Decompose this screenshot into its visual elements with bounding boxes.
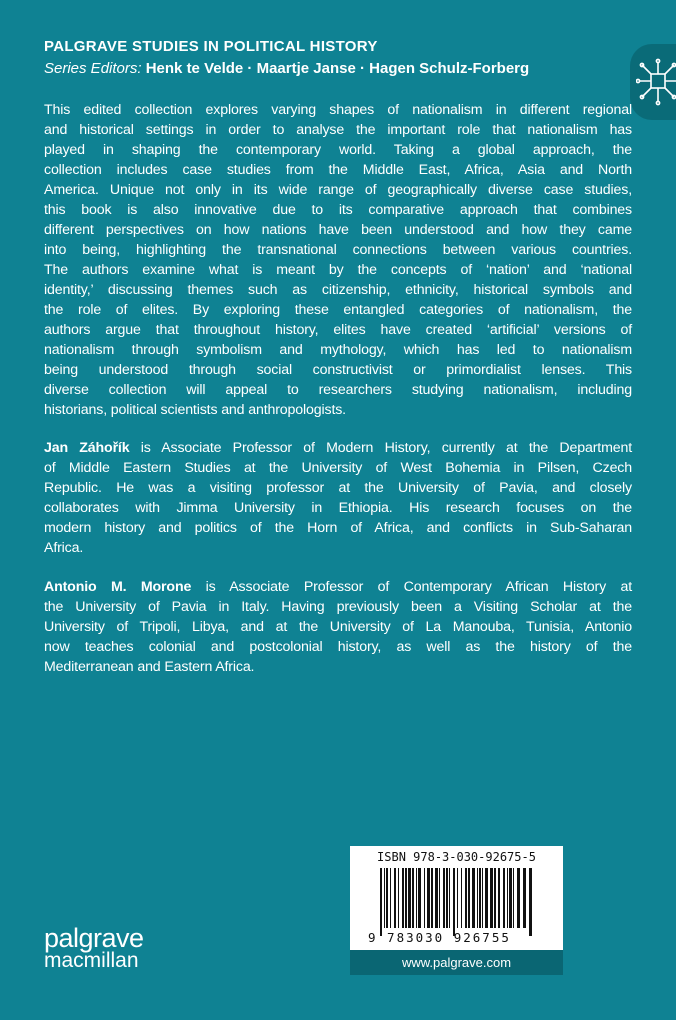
barcode-bar [513, 868, 514, 928]
text-line: the University of Pavia in Italy. Having previously been a Visiting Scholar at the [44, 599, 632, 615]
text-line: Mediterranean and Eastern Africa. [44, 659, 255, 675]
barcode-bar [402, 868, 404, 928]
series-editors-names: Henk te Velde · Maartje Janse · Hagen Schulz-Forberg [145, 60, 530, 77]
barcode-bar [477, 868, 478, 928]
barcode-bar [384, 868, 385, 928]
text-line: The authors examine what is meant by the concepts of ‘nation’ and ‘national [44, 262, 632, 278]
series-editors-label: Series Editors: [44, 60, 142, 77]
author-name: Jan Záhořík [44, 440, 130, 456]
text-line: modern history and politics of the Horn of Africa, and conflicts in Sub-Saharan [44, 520, 632, 536]
barcode-bar [431, 868, 433, 928]
barcode-bar [517, 868, 520, 928]
barcode-panel [350, 846, 563, 975]
text-line: nationalism through symbolism and mythology, which has led to nationalism [44, 342, 632, 358]
text-line: Republic. He was a visiting professor at the University of Pavia, and closely [44, 480, 632, 496]
palgrave-macmillan-logo [44, 925, 144, 971]
bio-text: is Associate Professor of Contemporary African History at [191, 579, 632, 595]
text-line: different perspectives on how nations have been understood and how they came [44, 222, 632, 238]
barcode-bar [461, 868, 462, 928]
palgrave-logo-tab [630, 44, 676, 120]
barcode-bar [457, 868, 458, 928]
barcode-bar [479, 868, 481, 928]
text-line: played in shaping the contemporary world. Taking a global approach, the [44, 142, 632, 158]
barcode-bar [408, 868, 411, 928]
barcode-bar [390, 868, 391, 928]
bio-text: is Associate Professor of Modern History, currently at the Department [129, 440, 633, 456]
barcode-bar [453, 868, 455, 936]
series-title: PALGRAVE STUDIES IN POLITICAL HISTORY [44, 38, 378, 55]
barcode-bar [503, 868, 505, 928]
text-line: This edited collection explores varying shapes of nationalism in different regional [44, 102, 632, 118]
palgrave-circuit-icon [636, 58, 676, 106]
text-line: University of Tripoli, Libya, and at the University of La Manouba, Tunisia, Antonio [44, 619, 632, 635]
logo-palgrave: palgrave [44, 923, 144, 953]
series-editors [44, 60, 529, 77]
barcode-bar [435, 868, 438, 928]
barcode-bar [412, 868, 414, 928]
barcode-bar [405, 868, 407, 928]
author-bio-morone [44, 577, 632, 677]
text-line: collaborates with Jimma University in Ethiopia. His research focuses on the [44, 500, 632, 516]
publisher-url[interactable]: www.palgrave.com [350, 950, 563, 975]
barcode-bar [509, 868, 512, 928]
text-line: the role of elites. By exploring these entangled categories of nationalism, the [44, 302, 632, 318]
text-line: America. Unique not only in its wide range of geographically diverse case studies, [44, 182, 632, 198]
text-line: identity,’ discussing themes such as citizenship, ethnicity, historical symbols and [44, 282, 632, 298]
author-bio-zahorik [44, 438, 632, 558]
barcode-bar [485, 868, 488, 928]
barcode-bar [418, 868, 421, 928]
barcode-bar [380, 868, 382, 936]
barcode-bar [482, 868, 483, 928]
barcode-bar [386, 868, 388, 928]
text-line: into being, highlighting the transnational connections between various countries. [44, 242, 632, 258]
barcode-bar [494, 868, 496, 928]
text-line: of Middle Eastern Studies at the University of West Bohemia in Pilsen, Czech [44, 460, 632, 476]
barcode-bar [443, 868, 445, 928]
barcode-bar [465, 868, 467, 928]
barcode-bar [529, 868, 532, 936]
text-line: historians, political scientists and anthropologists. [44, 402, 346, 418]
barcode-digits: 9 783030 926755 [368, 930, 511, 945]
text-line: Africa. [44, 540, 84, 556]
barcode-bar [498, 868, 500, 928]
barcode [380, 868, 535, 936]
author-name: Antonio M. Morone [44, 579, 192, 595]
text-line: diverse collection will appeal to researchers studying nationalism, including [44, 382, 632, 398]
barcode-bar [490, 868, 493, 928]
barcode-bar [446, 868, 448, 928]
text-line: collection includes case studies from the Middle East, Africa, Asia and North [44, 162, 632, 178]
book-description [44, 100, 632, 420]
barcode-bar [507, 868, 508, 928]
isbn-text: ISBN 978-3-030-92675-5 [377, 850, 536, 864]
barcode-bar [439, 868, 440, 928]
logo-macmillan: macmillan [44, 949, 139, 972]
barcode-bar [398, 868, 399, 928]
barcode-bar [424, 868, 425, 928]
barcode-bar [416, 868, 417, 928]
text-line: this book is also innovative due to its comparative approach that combines [44, 202, 632, 218]
text-line: and historical settings in order to analyse the important role that nationalism has [44, 122, 632, 138]
barcode-bar [468, 868, 470, 928]
barcode-bar [472, 868, 475, 928]
barcode-bar [449, 868, 450, 928]
text-line: authors argue that throughout history, elites have created ‘artificial’ versions of [44, 322, 632, 338]
barcode-bar [394, 868, 396, 928]
text-line: being understood through social constructivist or primordialist lenses. This [44, 362, 632, 378]
text-line: now teaches colonial and postcolonial history, as well as the history of the [44, 639, 632, 655]
barcode-bar [427, 868, 430, 928]
barcode-bar [523, 868, 526, 928]
